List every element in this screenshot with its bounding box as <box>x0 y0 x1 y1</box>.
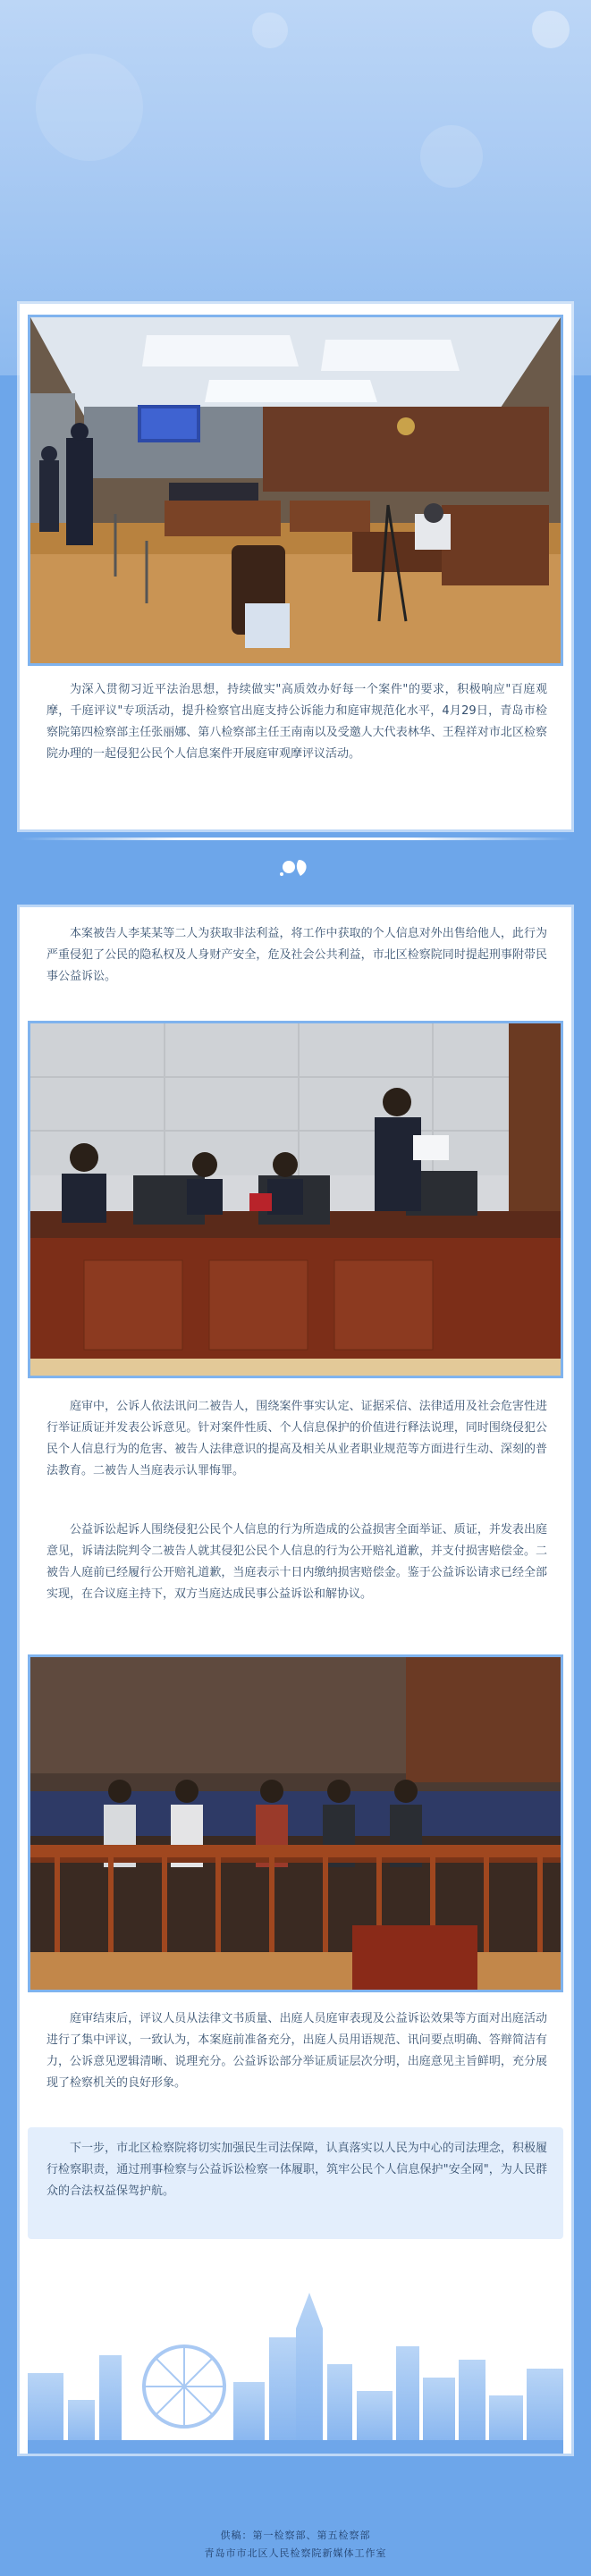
intro-card <box>20 304 571 829</box>
main-card <box>20 907 571 2454</box>
leaf-drop-icon <box>268 851 322 887</box>
prosecutor-photo <box>28 1021 563 1378</box>
courtroom-illustration <box>30 317 561 663</box>
footer-studio: 青岛市市北区人民检察院新媒体工作室 <box>204 2547 387 2559</box>
decor-bubble <box>532 11 570 48</box>
reviewers-illustration <box>30 1657 561 1990</box>
intro-paragraph: 为深入贯彻习近平法治思想，持续做实"高质效办好每一个案件"的要求，积极响应"百庭观摩，千庭评议"专项活动，提升检察官出庭支持公诉能力和庭审规范化水平，4月29日，青岛市检察院第四检察部主任张丽娜、第八检察部主任王南南以及受邀人大代表林华、王程祥对市北区检察院办理的一起侵犯公民个人信息案件开展庭审观摩评议活动。 <box>46 683 547 761</box>
decor-bubble <box>36 54 143 161</box>
city-skyline-icon <box>28 2275 563 2454</box>
decor-bubble <box>420 125 483 188</box>
trial-paragraph: 庭审中，公诉人依法讯问二被告人，围绕案件事实认定、证据采信、法律适用及社会危害性进行举证质证并发表公诉意见。针对案件性质、个人信息保护的价值进行释法说理，同时围绕侵犯公民个人信息行为的危害、被告人法律意识的提高及相关从业者职业规范等方面进行生动、深刻的普法教育。二被告人当庭表示认罪悔罪。 <box>46 1400 547 1477</box>
next-steps-paragraph: 下一步，市北区检察院将切实加强民生司法保障，认真落实以人民为中心的司法理念，积极履行检察职责，通过刑事检察与公益诉讼检察一体履职，筑牢公民个人信息保护"安全网"，为人民群众的合法权益保驾护航。 <box>46 2142 547 2198</box>
section-divider <box>20 838 571 840</box>
reviewers-photo <box>28 1654 563 1992</box>
case-paragraph: 本案被告人李某某等二人为获取非法利益，将工作中获取的个人信息对外出售给他人，此行为严重侵犯了公民的隐私权及人身财产安全，危及社会公共利益，市北区检察院同时提起刑事附带民事公益诉讼。 <box>46 927 547 983</box>
review-paragraph: 庭审结束后，评议人员从法律文书质量、出庭人员庭审表现及公益诉讼效果等方面对出庭活动进行了集中评议，一致认为，本案庭前准备充分，出庭人员用语规范、讯问要点明确、答辩简洁有力，公诉意见逻辑清晰、说理充分。公益诉讼部分举证质证层次分明，出庭意见主旨鲜明，充分展现了检察机关的良好形象。 <box>46 2012 547 2090</box>
next-steps-box <box>28 2127 563 2239</box>
prosecutor-illustration <box>30 1023 561 1376</box>
courtroom-wide-photo <box>28 315 563 666</box>
civil-suit-paragraph: 公益诉讼起诉人围绕侵犯公民个人信息的行为所造成的公益损害全面举证、质证，并发表出庭意见，诉请法院判令二被告人就其侵犯公民个人信息的行为公开赔礼道歉，并支付损害赔偿金。二被告人庭前已经履行公开赔礼道歉，当庭表示十日内缴纳损害赔偿金。鉴于公益诉讼请求已经全部实现，在合议庭主持下，双方当庭达成民事公益诉讼和解协议。 <box>46 1523 547 1601</box>
decor-bubble <box>252 13 288 48</box>
footer-source: 供稿：第一检察部、第五检察部 <box>220 2530 371 2541</box>
